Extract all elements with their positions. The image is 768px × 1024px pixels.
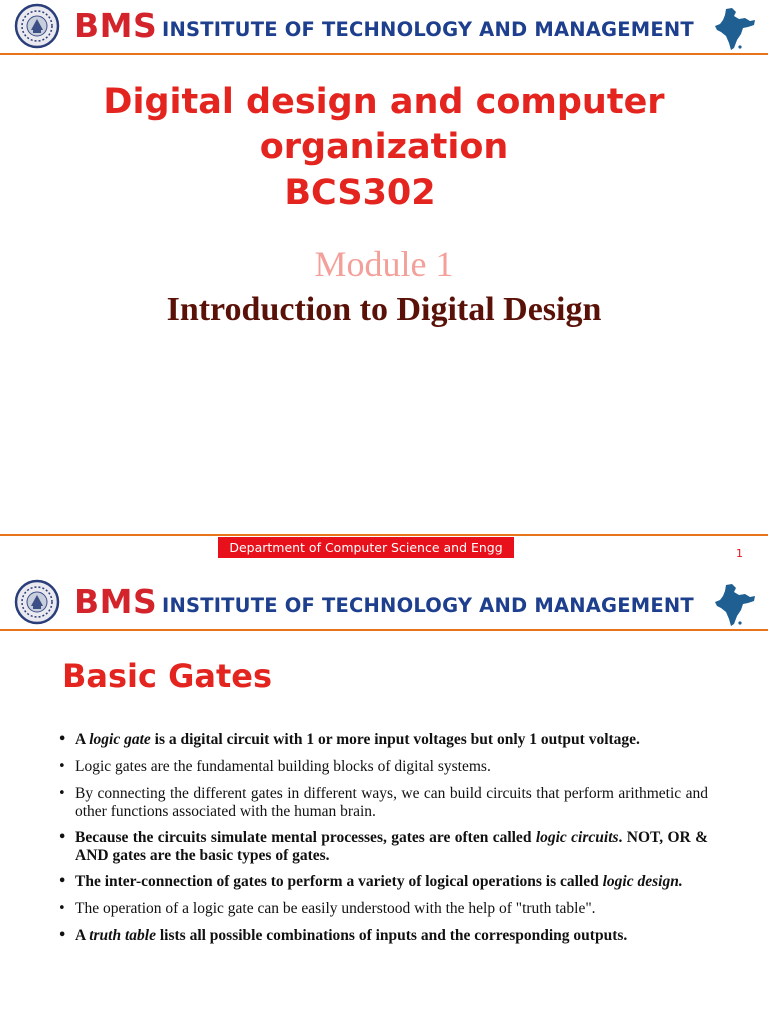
bullet-item: [58, 731, 708, 749]
course-code: BCS302: [284, 173, 436, 213]
bullet-text: Because the circuits simulate mental processes, gates are often called: [75, 829, 536, 846]
slide-title: Basic Gates: [62, 657, 273, 695]
slide-header: [0, 0, 768, 54]
bullet-item: [58, 829, 708, 865]
bullet-emphasis: truth table: [89, 927, 156, 944]
bullet-text: lists all possible combinations of inputs and the corresponding outputs.: [155, 927, 628, 944]
bullet-emphasis: logic gate: [89, 731, 151, 748]
module-subtitle: Introduction to Digital Design: [166, 291, 602, 328]
bullet-emphasis: logic design.: [602, 873, 683, 890]
slide-header: [0, 576, 768, 630]
institute-emblem-icon: [14, 579, 60, 625]
slide-basic-gates: [0, 576, 768, 1024]
bullet-text: The inter-connection of gates to perform a variety of logical operations is called: [75, 873, 603, 890]
course-title-line1: Digital design and computer: [103, 82, 665, 122]
header-divider: [0, 629, 768, 631]
bullet-text: A: [75, 731, 90, 748]
module-label: Module 1: [314, 244, 454, 284]
institute-name: INSTITUTE OF TECHNOLOGY AND MANAGEMENT: [162, 18, 694, 41]
bullet-text: is a digital circuit with 1 or more input voltages but only 1 output voltage.: [150, 731, 640, 748]
header-divider: [0, 53, 768, 55]
bullet-item: [58, 785, 708, 821]
footer-divider: [0, 534, 768, 536]
bullet-text: A: [75, 927, 90, 944]
bullet-list: [58, 731, 708, 945]
india-map-icon: [712, 582, 756, 628]
page-number: 1: [736, 547, 743, 560]
bullet-item: [58, 758, 708, 776]
bullet-text: Logic gates are the fundamental building blocks of digital systems.: [75, 758, 491, 775]
bullet-text: The operation of a logic gate can be easily understood with the help of "truth table".: [75, 900, 596, 917]
bullet-text: By connecting the different gates in different ways, we can build circuits that perform arithmetic and other functions associated with the human brain.: [75, 785, 708, 820]
brand-name: BMS: [74, 6, 158, 45]
bullet-item: [58, 927, 708, 945]
bullet-item: [58, 900, 708, 918]
bullet-text: . NOT, OR & AND gates are the basic types of gates.: [75, 829, 709, 864]
brand-name: BMS: [74, 582, 158, 621]
institute-name: INSTITUTE OF TECHNOLOGY AND MANAGEMENT: [162, 594, 694, 617]
department-footer: Department of Computer Science and Engg: [218, 537, 514, 558]
course-title-line2: organization: [259, 127, 509, 167]
bullet-item: [58, 873, 708, 891]
bullet-emphasis: logic circuits: [535, 829, 619, 846]
india-map-icon: [712, 6, 756, 52]
institute-emblem-icon: [14, 3, 60, 49]
